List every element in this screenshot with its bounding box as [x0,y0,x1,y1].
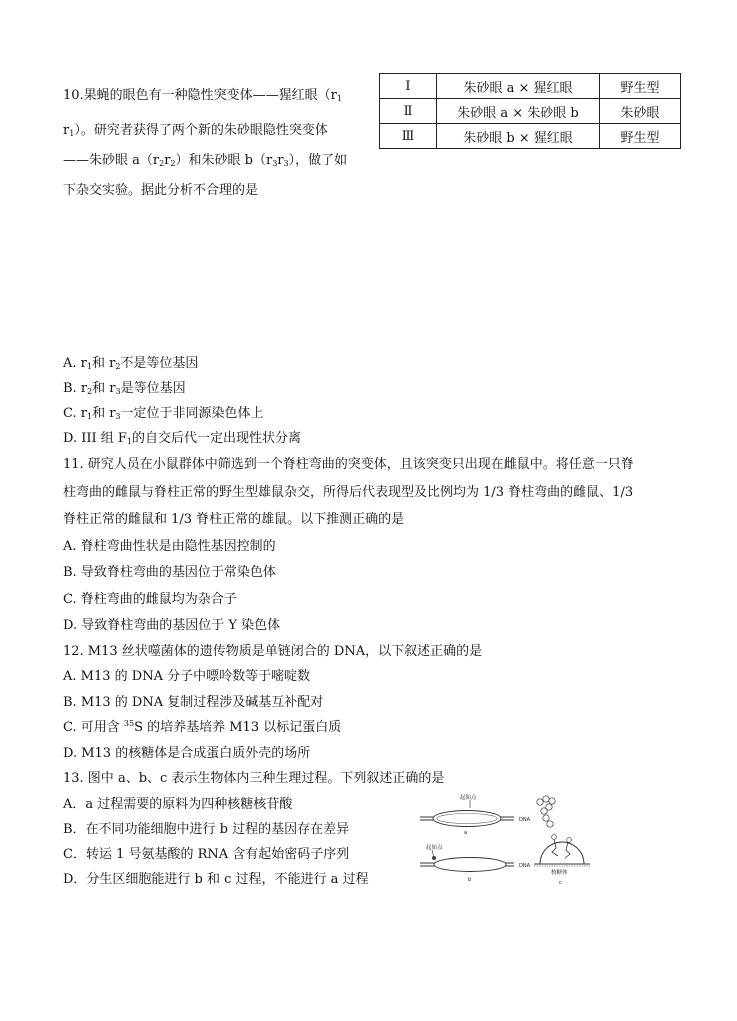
q12-option-c [63,719,341,737]
q10-text: r [164,153,171,168]
subscript: 1 [69,129,75,138]
subscript: 3 [283,159,289,168]
q13-option-c: C．转运 1 号氨基酸的 RNA 含有起始密码子序列 [63,847,350,862]
cross-experiment-table [379,73,681,149]
superscript: 35 [123,719,135,728]
dna-label-bottom: DNA [519,863,531,869]
q13-stem: 13. 图中 a、b、c 表示生物体内三种生理过程。下列叙述正确的是 [63,771,445,786]
subscript: 1 [336,94,342,103]
transcription-bubble [434,858,506,872]
option-text: 和 r [92,406,116,421]
origin-label-top: 起始点 [460,795,477,801]
q12-stem: 12. M13 丝状噬菌体的遗传物质是单链闭合的 DNA，以下叙述正确的是 [63,644,483,659]
q13-option-d: D．分生区细胞能进行 b 和 c 过程，不能进行 a 过程 [63,872,369,887]
subscript: 2 [87,387,93,396]
q10-option-c [63,405,264,423]
result-cell: 野生型 [600,124,681,149]
q10-option-d [63,430,301,448]
ribosome-large-subunit [540,842,584,864]
option-text: 是等位基因 [120,381,186,396]
process-b-transcription [420,843,531,883]
rna-polymerase [432,856,436,860]
group-cell: Ⅲ [380,124,437,149]
amino-acid [552,835,557,840]
cross-cell: 朱砂眼 a × 朱砂眼 b [437,99,600,124]
subscript: 1 [86,412,93,421]
q10-text: 下杂交实验。据此分析不合理的是 [63,183,259,198]
q12-option-b: B. M13 的 DNA 复制过程涉及碱基互补配对 [63,695,324,710]
dna-label-top: DNA [519,817,531,823]
label-c: c [559,880,562,886]
option-text: D. III 组 F [63,431,127,446]
subscript: 1 [86,362,92,371]
trna [552,838,558,856]
result-cell: 野生型 [600,74,681,99]
trna [565,842,570,858]
table-row [380,74,681,99]
q10-text: ——朱砂眼 a（r [63,153,160,168]
q10-stem-line2 [63,122,328,140]
q11-option-c: C. 脊柱弯曲的雌鼠均为杂合子 [63,592,237,607]
ribosome-label: 核糖体 [551,870,568,876]
amino-acid [541,808,547,814]
cross-cell: 朱砂眼 b × 猩红眼 [437,124,600,149]
q10-text: ），做了如 [288,153,348,168]
table-row [380,124,681,149]
option-text: C. 可用含 [63,720,124,735]
q11-option-b: B. 导致脊柱弯曲的基因位于常染色体 [63,565,276,580]
q12-option-d: D. M13 的核糖体是合成蛋白质外壳的场所 [63,746,311,761]
q11-stem-line2: 柱弯曲的雌鼠与脊柱正常的野生型雄鼠杂交，所得后代表现型及比例均为 1/3 脊柱弯曲的雌鼠、1/3 [63,485,634,500]
q11-stem-line1: 11. 研究人员在小鼠群体中筛选到一个脊柱弯曲的突变体，且该突变只出现在雌鼠中。将任意一只脊 [63,457,634,472]
q11-option-d: D. 导致脊柱弯曲的基因位于 Y 染色体 [63,618,281,633]
q10-text: 10.果蝇的眼色有一种隐性突变体——猩红眼（r [63,88,337,103]
subscript: 3 [115,412,121,421]
amino-acid [549,798,555,804]
amino-acid [543,815,549,821]
q10-stem-line1 [63,87,342,105]
q10-option-a [63,355,198,373]
q13-option-b: B．在不同功能细胞中进行 b 过程的基因存在差异 [63,822,350,837]
label-a: a [464,830,468,836]
amino-acid [543,796,549,802]
group-cell: Ⅰ [380,74,437,99]
q10-text: r [277,153,284,168]
option-text: 的自交后代一定出现性状分离 [132,431,302,446]
replication-transcription-translation-diagram [418,792,590,892]
q10-text: ）。研究者获得了两个新的朱砂眼隐性突变体 [74,123,328,138]
option-text: B. r [63,381,88,396]
option-text: 一定位于非同源染色体上 [120,406,264,421]
option-text: C. r [63,406,87,421]
q13-option-a: A．a 过程需要的原料为四种核糖核苷酸 [63,797,293,812]
q10-text: r [63,123,70,138]
subscript: 2 [159,159,165,168]
origin-label-bottom: 起始点 [426,845,443,851]
cross-cell: 朱砂眼 a × 猩红眼 [437,74,600,99]
table-row [380,99,681,124]
option-text: 和 r [92,381,116,396]
option-text: S 的培养基培养 M13 以标记蛋白质 [134,720,342,735]
amino-acid [537,799,543,805]
q10-stem-line3 [63,152,347,170]
q10-text: ）和朱砂眼 b（r [175,153,273,168]
amino-acid [547,821,553,827]
process-a-replication [420,793,531,836]
replication-bubble [433,811,501,827]
q12-option-a: A. M13 的 DNA 分子中嘌呤数等于嘧啶数 [63,669,311,684]
amino-acid [567,838,572,843]
option-text: 不是等位基因 [120,356,199,371]
subscript: 3 [272,159,278,168]
q11-option-a: A. 脊柱弯曲性状是由隐性基因控制的 [63,539,276,554]
q11-stem-line3: 脊柱正常的雌鼠和 1/3 脊柱正常的雄鼠。以下推测正确的是 [63,512,405,527]
q10-stem-line4 [63,182,258,200]
subscript: 1 [126,437,133,446]
subscript: 3 [115,387,121,396]
subscript: 2 [170,159,176,168]
result-cell: 朱砂眼 [600,99,681,124]
q10-option-b [63,380,186,398]
subscript: 2 [115,362,121,371]
label-b: b [468,877,472,883]
group-cell: Ⅱ [380,99,437,124]
process-c-translation [534,796,590,886]
option-text: 和 r [91,356,116,371]
option-text: A. r [63,356,87,371]
